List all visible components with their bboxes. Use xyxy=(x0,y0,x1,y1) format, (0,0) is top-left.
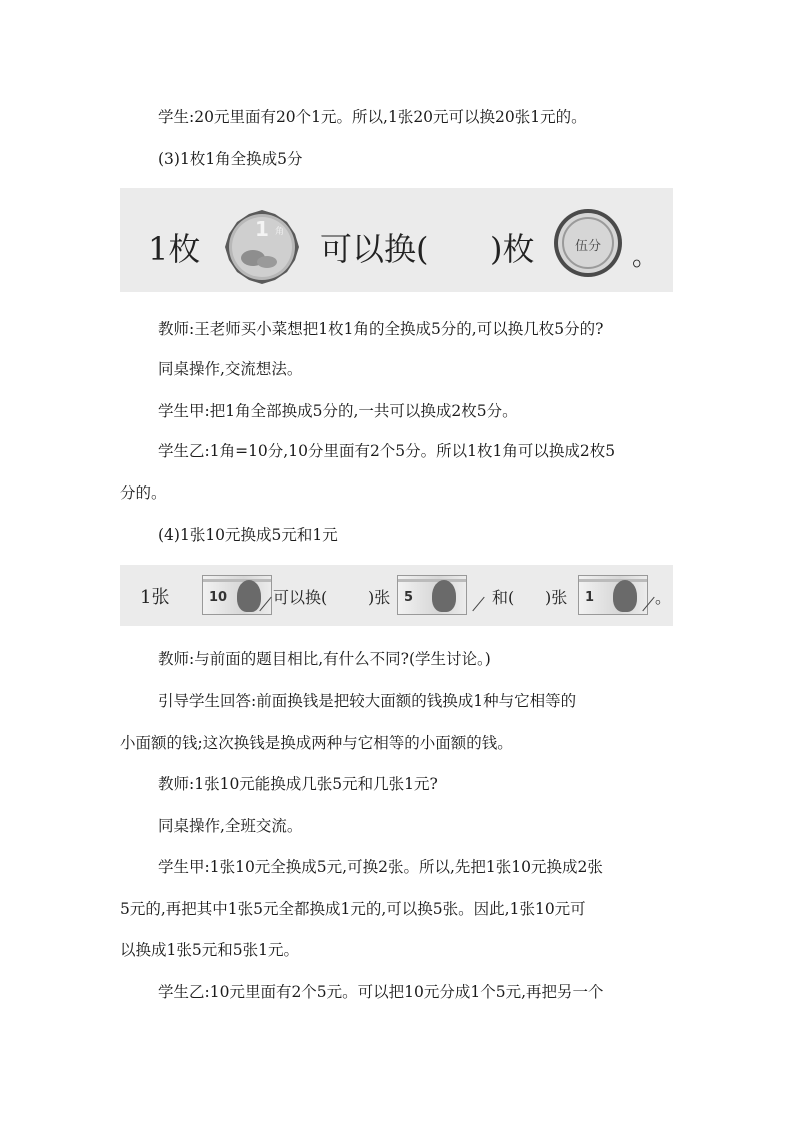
banner-text-exchange: 可以换( xyxy=(320,230,429,268)
ten-yuan-note-icon: 10 xyxy=(202,575,272,615)
svg-text:角: 角 xyxy=(275,227,285,237)
text-line: 学生甲:1张10元全换成5元,可换2张。所以,先把1张10元换成2张 xyxy=(158,858,603,876)
banner-text-exchange: 可以换( xyxy=(273,588,328,607)
coin-exchange-illustration xyxy=(120,188,673,292)
five-yuan-note-icon: 5 xyxy=(397,575,467,615)
text-line: 教师:王老师买小菜想把1枚1角的全换成5分的,可以换几枚5分的? xyxy=(158,320,604,338)
text-line: 学生乙:10元里面有2个5元。可以把10元分成1个5元,再把另一个 xyxy=(158,983,604,1001)
one-jiao-coin-icon xyxy=(223,208,301,286)
banner-text-unit: )枚 xyxy=(490,230,535,268)
text-line: 同桌操作,交流想法。 xyxy=(158,360,303,378)
banner-end-mark: 。 xyxy=(655,588,672,607)
banner-text-unit: )张 xyxy=(545,588,568,607)
svg-text:伍分: 伍分 xyxy=(574,239,602,254)
five-fen-coin-icon xyxy=(553,208,623,278)
text-line: 学生乙:1角=10分,10分里面有2个5分。所以1枚1角可以换成2枚5 xyxy=(158,442,616,460)
svg-text:1: 1 xyxy=(255,217,269,241)
text-line: 分的。 xyxy=(120,484,167,502)
text-line: 学生甲:把1角全部换成5分的,一共可以换成2枚5分。 xyxy=(158,402,518,420)
text-line: 教师:1张10元能换成几张5元和几张1元? xyxy=(158,775,438,793)
banknote-exchange-illustration xyxy=(120,565,673,626)
text-line: 引导学生回答:前面换钱是把较大面额的钱换成1种与它相等的 xyxy=(158,692,577,710)
text-line: 教师:与前面的题目相比,有什么不同?(学生讨论。) xyxy=(158,650,491,668)
banner-prefix: 1枚 xyxy=(148,230,201,268)
text-line: 学生:20元里面有20个1元。所以,1张20元可以换20张1元的。 xyxy=(158,108,587,126)
text-line: 同桌操作,全班交流。 xyxy=(158,817,303,835)
banner-prefix: 1张 xyxy=(140,587,170,608)
banner-end-mark: 。 xyxy=(632,242,659,272)
banner-text-and: 和( xyxy=(492,588,515,607)
text-line: 小面额的钱;这次换钱是换成两种与它相等的小面额的钱。 xyxy=(120,734,513,752)
one-yuan-note-icon: 1 xyxy=(578,575,648,615)
text-line: 以换成1张5元和5张1元。 xyxy=(120,941,299,959)
banner-text-unit: )张 xyxy=(368,588,391,607)
text-line: 5元的,再把其中1张5元全都换成1元的,可以换5张。因此,1张10元可 xyxy=(120,900,586,918)
section-heading: (4)1张10元换成5元和1元 xyxy=(158,526,338,544)
section-heading: (3)1枚1角全换成5分 xyxy=(158,150,303,168)
